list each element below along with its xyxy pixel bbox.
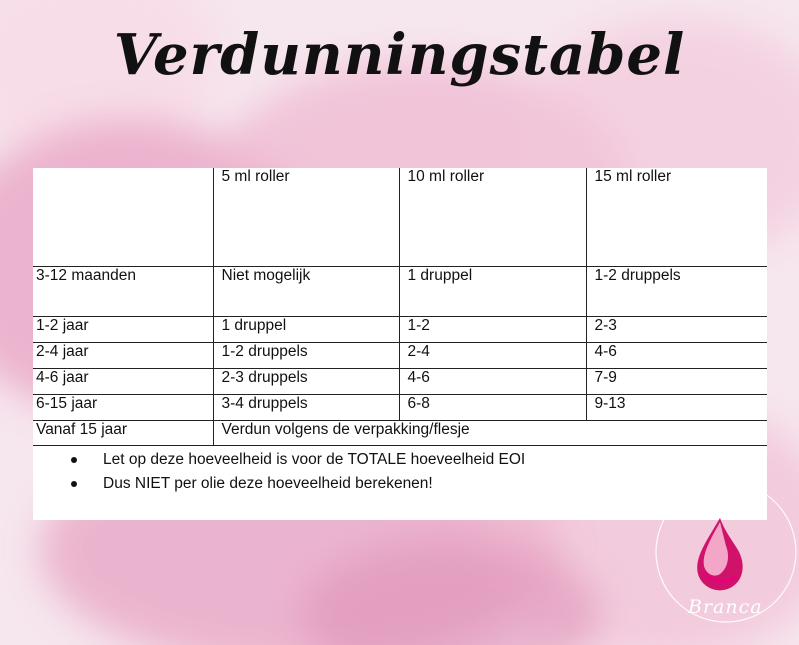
table-cell: 1-2 druppels [213,342,399,368]
table-cell: 4-6 jaar [33,368,213,394]
bullet-icon [71,457,77,463]
table-cell: Niet mogelijk [213,266,399,316]
table-cell: 1-2 jaar [33,316,213,342]
table-cell: 1 druppel [399,266,586,316]
table-header-cell [33,168,213,266]
table-row [33,420,767,445]
table-cell-merged: Verdun volgens de verpakking/flesje [213,420,767,445]
table-cell: 2-3 druppels [213,368,399,394]
bullet-icon [71,481,77,487]
list-item [63,472,525,496]
note-text: Let op deze hoeveelheid is voor de TOTALE hoeveelheid EOI [103,451,526,468]
table-row [33,342,767,368]
table-header-cell: 15 ml roller [586,168,767,266]
brand-logo [648,470,798,640]
table-cell: 1 druppel [213,316,399,342]
note-text: Dus NIET per olie deze hoeveelheid berekenen! [103,475,433,492]
page-title: Verdunningstabel [113,22,686,88]
dilution-card [33,168,767,520]
table-header-row [33,168,767,266]
table-row [33,368,767,394]
table-cell: 7-9 [586,368,767,394]
table-header-cell: 10 ml roller [399,168,586,266]
logo-top-text: Oils by [670,474,744,496]
table-cell: 9-13 [586,394,767,420]
table-cell: 2-3 [586,316,767,342]
table-header-cell: 5 ml roller [213,168,399,266]
table-row [33,266,767,316]
table-cell: 2-4 jaar [33,342,213,368]
table-cell: 2-4 [399,342,586,368]
table-cell: Vanaf 15 jaar [33,420,213,445]
list-item [63,448,525,472]
dilution-table [33,168,767,446]
table-cell: 6-8 [399,394,586,420]
table-cell: 1-2 [399,316,586,342]
table-cell: 3-12 maanden [33,266,213,316]
notes-list [63,448,525,496]
table-cell: 3-4 druppels [213,394,399,420]
table-cell: 6-15 jaar [33,394,213,420]
table-cell: 4-6 [399,368,586,394]
table-cell: 4-6 [586,342,767,368]
table-row [33,316,767,342]
logo-bottom-text: Branca [688,596,763,618]
table-row [33,394,767,420]
table-cell: 1-2 druppels [586,266,767,316]
